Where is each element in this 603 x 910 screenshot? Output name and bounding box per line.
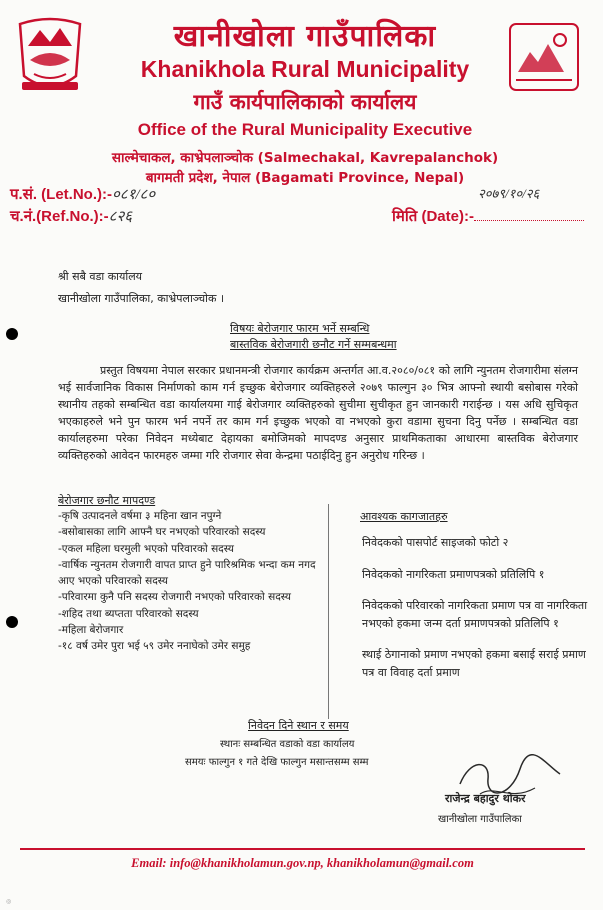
punch-hole (6, 328, 18, 340)
documents-heading: आवश्यक कागजातहरु (360, 510, 448, 523)
list-item: -१८ वर्ष उमेर पुरा भई ५९ उमेर ननाघेको उमेर समुह (58, 640, 251, 653)
letter-number-label: प.सं. (Let.No.):- (10, 186, 112, 203)
list-item: -कृषि उत्पादनले वर्षमा ३ महिना खान नपुग्ने (58, 510, 222, 522)
criteria-list (58, 508, 328, 654)
letter-number (10, 184, 155, 204)
municipality-logo-icon (508, 22, 580, 92)
criteria-heading: बेरोजगार छनौट मापदण्ड (58, 494, 156, 507)
list-item: -शहिद तथा ब्यप्तता परिवारको सदस्य (58, 607, 199, 620)
date-field (392, 206, 584, 226)
signatory-name: राजेन्द्र बहादुर थोकर (445, 792, 526, 805)
list-item: -महिला बेरोजगार (58, 623, 124, 636)
venue-time: समयः फाल्गुन १ गते देखि फाल्गुन मसान्तसम्म सम्म (185, 757, 369, 768)
documents-list (362, 534, 592, 696)
body-paragraph: प्रस्तुत विषयमा नेपाल सरकार प्रधानमन्त्री रोजगार कार्यक्रम अन्तर्गत आ.व.२०८०/०८१ को लागि न्युनतम रोजगारीमा संलग्न भई सार्वजानिक विकास निर्माणको काम गर्न इच्छुक बेरोजगार व्यक्तिहरुले २०७९ फाल्गुन ३० भित्र आफ्नो स्थायी बसोबास गरेको स्थानीय तहको सम्बन्धित वडा कार्यालयमा गाई बेरोजगार व्यक्तिहरुको सुचीमा सुचीकृत हुन जानकारी गराईन्छ । यस अधि सुचिकृत भएकाहरुले भने पुन फारम भर्न नपर्ने तर काम गर्न इच्छुक भएको वा नभएको कुरा वडामा सुचना दिनु पर्नेछ । सम्बन्धित वडा कार्यालहरुमा परेका निवेदन मध्येबाट देहायका बमोजिमको मापदण्ड अनुसार प्राथमिकताका आधारमा बास्तविक बेरोजगार व्यक्तिहरुको आवेदन फारमहरु जम्मा गरि रोजगार सेवा केन्द्रमा पठाईदिनु हुन अनुरोध गरिन्छ । (58, 364, 578, 463)
recipient-line-2: खानीखोला गाउँपालिका, काभ्रेपलाञ्चोक । (58, 292, 225, 305)
signatory-title: खानीखोला गाउँपालिका (438, 814, 522, 825)
municipality-title-np: खानीखोला गाउँपालिका (173, 19, 437, 54)
list-item: निवेदकको नागरिकता प्रमाणपत्रको प्रतिलिपि १ (362, 567, 545, 581)
list-item: -वार्षिक न्युनतम रोजगारी वापत प्राप्त हुने पारिश्रमिक भन्दा कम नगद आए भएको परिवारको सदस्य (58, 558, 316, 588)
venue-heading: निवेदन दिने स्थान र समय (248, 719, 349, 732)
list-item: -परिवारमा कुनै पनि सदस्य रोजगारी नभएको परिवारको सदस्य (58, 591, 291, 604)
reference-number-label: च.नं.(Ref.No.):- (10, 208, 109, 225)
date-label: मिति (Date):- (392, 208, 474, 225)
reference-number (10, 206, 132, 226)
office-title-np: गाउँ कार्यपालिकाको कार्यालय (193, 90, 417, 114)
address-line: साल्मेचाकल, काभ्रेपलाञ्चोक (Salmechakal, Kavrepalanchok) (111, 150, 499, 166)
list-item: निवेदकको परिवारको नागरिकता प्रमाण पत्र वा नागरिकता नभएको हकमा जन्म दर्ता प्रमाणपत्रको प्रतिलिपि १ (362, 599, 588, 630)
venue-place: स्थानः सम्बन्धित वडाको वडा कार्यालय (220, 739, 355, 750)
nepal-emblem-icon (14, 16, 86, 96)
list-item: स्थाई ठेगानाको प्रमाण नभएको हकमा बसाई सराई प्रमाण पत्र वा विवाह दर्ता प्रमाण (362, 648, 586, 679)
footer-contact: Email: info@khanikholamun.gov.np, khanikholamun@gmail.com (131, 856, 474, 870)
list-item: -एकल महिला घरमुली भएको परिवारको सदस्य (58, 542, 234, 555)
list-item: -बसोबासका लागि आफ्नै घर नभएको परिवारको सदस्य (58, 526, 266, 539)
punch-hole (6, 616, 18, 628)
municipality-title-en: Khanikhola Rural Municipality (140, 56, 470, 82)
reference-number-value: ८२६ (108, 209, 133, 225)
province-line: बागमती प्रदेश, नेपाल (Bagamati Province, Nepal) (145, 170, 465, 186)
letter-number-value: ०८१/८० (111, 187, 156, 203)
scanner-watermark-icon: ◎ (6, 898, 12, 905)
subject-line-2: बास्तविक बेरोजगारी छनौट गर्ने सम्मबन्धमा (230, 338, 397, 351)
date-value: २०७९/१०/२६ (478, 186, 540, 201)
recipient-line-1: श्री सबै वडा कार्यालय (58, 270, 143, 283)
office-title-en: Office of the Rural Municipality Executive (137, 120, 473, 139)
subject-line-1: विषयः बेरोजगार फारम भर्ने सम्बन्धि (230, 322, 370, 335)
footer-divider (20, 848, 585, 850)
list-item: निवेदकको पासपोर्ट साइजको फोटो २ (362, 536, 509, 549)
